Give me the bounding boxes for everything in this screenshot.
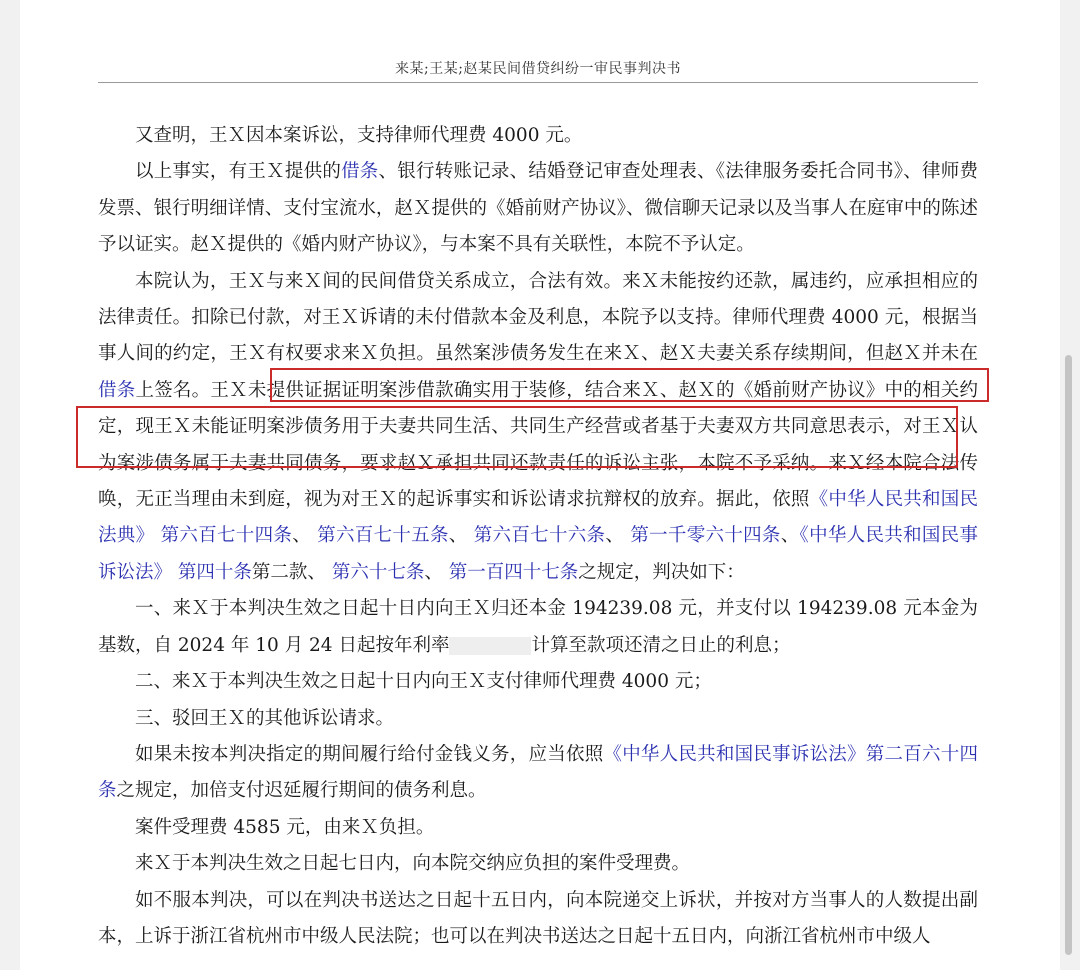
p3-text-b: 上签名。 <box>135 379 211 401</box>
document-page <box>20 0 1060 970</box>
fee-pay-text: 来Ｘ于本判决生效之日起七日内，向本院交纳应负担的案件受理费。 <box>135 853 691 875</box>
judgment-item-3 <box>98 701 978 737</box>
highlighted-passage: 王Ｘ未提供证据证明案涉借款确实用于装修，结合来Ｘ、赵Ｘ的《婚前财产协议》中的相关约定，现王Ｘ未能证明案涉债务用于夫妻共同生活、共同生产经营或者基于夫妻双方共同意思表示，对王Ｘ认为案涉债务属于夫妻共同债务，要求赵Ｘ承担共同还款责任的诉讼主张，本院不予采纳。 <box>98 379 978 474</box>
link-article-264[interactable]: 第二百六十四条 <box>98 743 978 802</box>
link-article-674[interactable]: 第六百七十四条 <box>160 525 293 547</box>
link-civil-code[interactable]: 《中华人民共和国民法典》 <box>98 489 978 547</box>
j1-text-a: 一、来Ｘ于本判决生效之日起十日内向王Ｘ归还本金 194239.08 元，并支付以 194239.08 元本金为基数，自 2024 年 10 月 24 日起按年利率 <box>98 598 978 656</box>
judgment-item-2 <box>98 664 978 700</box>
p3-text-d: 第二款、 <box>251 561 326 583</box>
paragraph-late-payment <box>98 737 978 810</box>
j1-text-b: 计算至款项还清之日止的利息； <box>531 634 791 656</box>
header-divider <box>98 82 978 83</box>
late-text-b: 之规定，加倍支付迟延履行期间的债务利息。 <box>116 780 487 802</box>
link-article-675[interactable]: 第六百七十五条 <box>317 525 449 547</box>
document-header: 来某;王某;赵某民间借贷纠纷一审民事判决书 <box>395 61 681 77</box>
paragraph-evidence <box>98 154 978 263</box>
p1-text: 又查明，王Ｘ因本案诉讼，支持律师代理费 4000 元。 <box>135 125 583 146</box>
link-jietiao[interactable]: 借条 <box>341 161 379 183</box>
appeal-text: 如不服本判决，可以在判决书送达之日起十五日内，向本院递交上诉状，并按对方当事人的人数提出副本，上诉于浙江省杭州市中级人民法院；也可以在判决书送达之日起十五日内，向浙江省杭州市中级人 <box>98 889 978 947</box>
paragraph-appeal <box>98 883 978 956</box>
document-body <box>98 118 978 955</box>
link-jietiao-2[interactable]: 借条 <box>98 379 136 401</box>
redacted-interest-rate <box>449 637 531 655</box>
paragraph-fee-payment <box>98 846 978 882</box>
link-civil-procedure-law[interactable]: 《中华人民共和国民事诉讼法》 <box>98 525 978 583</box>
judgment-item-1 <box>98 591 978 664</box>
fee-text: 案件受理费 4585 元，由来Ｘ负担。 <box>135 816 435 838</box>
late-text-a: 如果未按本判决指定的期间履行给付金钱义务，应当依照 <box>135 743 604 765</box>
j2-text: 二、来Ｘ于本判决生效之日起十日内向王Ｘ支付律师代理费 4000 元； <box>135 671 712 693</box>
p3-text-e: 之规定，判决如下： <box>578 561 745 583</box>
link-civil-procedure-law-2[interactable]: 《中华人民共和国民事诉讼法》 <box>603 743 866 765</box>
paragraph-case-fee <box>98 810 978 846</box>
paragraph-fee-fact <box>98 118 978 154</box>
p2-text-a: 以上事实，有王Ｘ提供的 <box>135 161 342 183</box>
p3-text-c: 来Ｘ经本院合法传唤，无正当理由未到庭，视为对王Ｘ的起诉事实和诉讼请求抗辩权的放弃。据此，依照 <box>98 452 978 511</box>
link-article-1064[interactable]: 第一千零六十四条 <box>630 525 781 547</box>
p3-text-a: 本院认为，王Ｘ与来Ｘ间的民间借贷关系成立，合法有效。来Ｘ未能按约还款，属违约，应承担相应的法律责任。扣除已付款，对王Ｘ诉请的未付借款本金及利息，本院予以支持。律师代理费 4000 元，根据当事人间的约定，王Ｘ有权要求来Ｘ负担。虽然案涉债务发生在来Ｘ、赵Ｘ夫妻关系存续期间，但赵Ｘ并未在 <box>98 270 978 365</box>
link-article-676[interactable]: 第六百七十六条 <box>473 525 606 547</box>
vertical-scrollbar-thumb[interactable] <box>1065 355 1072 955</box>
link-article-147[interactable]: 第一百四十七条 <box>448 561 579 583</box>
p2-text-b: 、银行转账记录、结婚登记审查处理表、《法律服务委托合同书》、律师费发票、银行明细详情、支付宝流水，赵Ｘ提供的《婚前财产协议》、微信聊天记录以及当事人在庭审中的陈述予以证实。赵Ｘ提供的《婚内财产协议》，与本案不具有关联性，本院不予认定。 <box>98 161 978 256</box>
link-article-67[interactable]: 第六十七条 <box>331 561 425 583</box>
link-article-40[interactable]: 第四十条 <box>177 561 252 583</box>
paragraph-court-opinion: 本院认为，王Ｘ与来Ｘ间的民间借贷关系成立，合法有效。来Ｘ未能按约还款，属违约，应承担相应的法律责任。扣除已付款，对王Ｘ诉请的未付借款本金及利息，本院予以支持。律师代理费 4000 元，根据当事人间的约定，王Ｘ有权要求来Ｘ负担。虽然案涉债务发生在来Ｘ、赵Ｘ夫妻关系存续期间，但赵Ｘ并未在 借条上签名。王Ｘ未提供证据证明案涉借款确实用于装修，结合来Ｘ、赵Ｘ的《婚前财产协议》中的相关约定，现王Ｘ未能证明案涉债务用于夫妻共同生活、共同生产经营或者基于夫妻双方共同意思表示，对王Ｘ认为案涉债务属于夫妻共同债务，要求赵Ｘ承担共同还款责任的诉讼主张，本院不予采纳。来Ｘ经本院合法传唤，无正当理由未到庭，视为对王Ｘ的起诉事实和诉讼请求抗辩权的放弃。据此，依照《中华人民共和国民法典》 第六百七十四条、 第六百七十五条、 第六百七十六条、 第一千零六十四条、《中华人民共和国民事诉讼法》 第四十条第二款、 第六十七条、 第一百四十七条之规定，判决如下： <box>98 270 978 583</box>
j3-text: 三、驳回王Ｘ的其他诉讼请求。 <box>135 707 395 729</box>
